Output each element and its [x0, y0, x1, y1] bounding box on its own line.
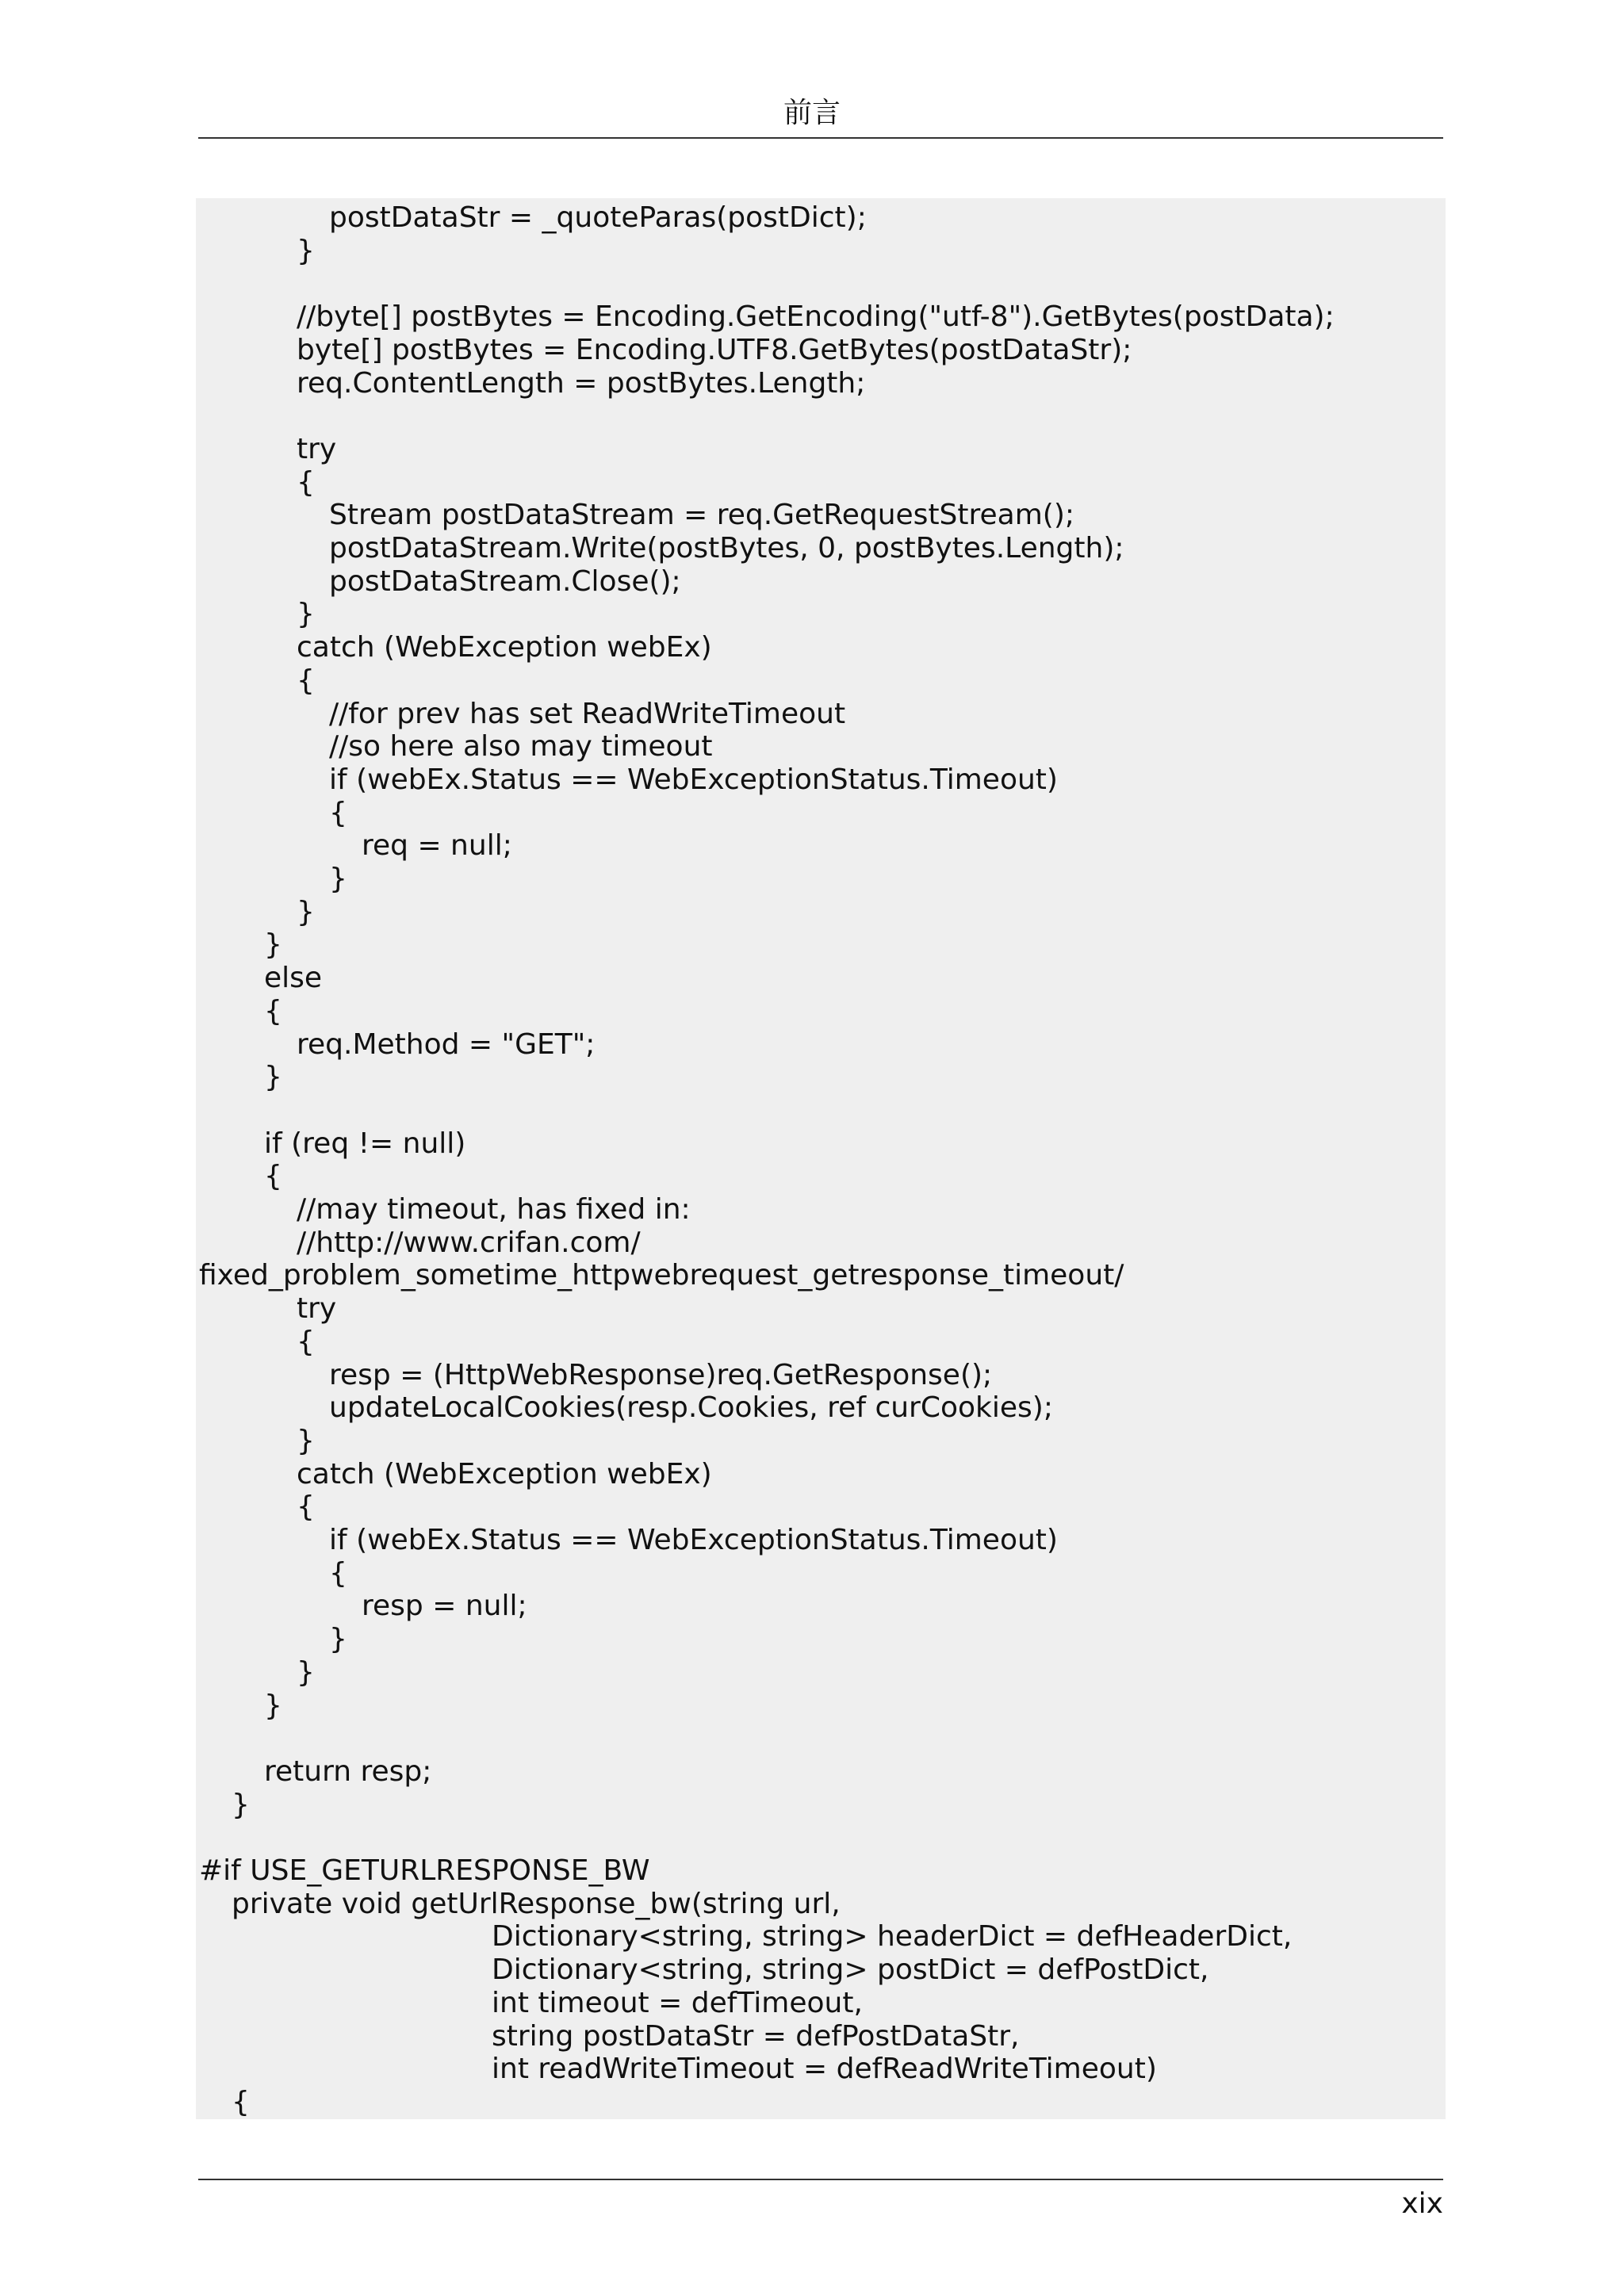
code-line: } [297, 1655, 315, 1689]
code-line: updateLocalCookies(resp.Cookies, ref curCookies); [329, 1391, 1053, 1425]
code-line: { [329, 796, 347, 829]
code-line: } [264, 928, 282, 962]
code-line: Dictionary<string, string> headerDict = defHeaderDict, [492, 1920, 1293, 1954]
page-number: xix [1401, 2187, 1443, 2220]
code-line: if (req != null) [264, 1127, 466, 1160]
code-line: req = null; [362, 829, 512, 863]
code-line: catch (WebException webEx) [297, 631, 712, 664]
header-rule [198, 137, 1443, 139]
code-line: postDataStream.Write(postBytes, 0, postBytes.Length); [329, 532, 1124, 564]
code-block [196, 198, 1446, 2119]
code-line: } [297, 895, 315, 928]
code-line: if (webEx.Status == WebExceptionStatus.Timeout) [329, 1524, 1058, 1556]
code-line: resp = (HttpWebResponse)req.GetResponse(); [329, 1358, 993, 1391]
code-line: { [297, 1325, 315, 1358]
code-line: //http://www.crifan.com/ [297, 1226, 641, 1259]
code-line: int readWriteTimeout = defReadWriteTimeout) [492, 2053, 1157, 2086]
code-line: } [297, 234, 315, 267]
code-line: { [232, 2085, 250, 2118]
code-line: //so here also may timeout [329, 730, 713, 763]
code-line: } [264, 1061, 282, 1094]
code-line: //byte[] postBytes = Encoding.GetEncoding("utf-8").GetBytes(postData); [297, 300, 1335, 334]
code-line: fixed_problem_sometime_httpwebrequest_getresponse_timeout/ [199, 1259, 1124, 1292]
code-line: req.ContentLength = postBytes.Length; [297, 366, 866, 400]
code-line: catch (WebException webEx) [297, 1457, 712, 1490]
code-line: int timeout = defTimeout, [492, 1986, 863, 2019]
code-line: try [297, 432, 337, 465]
code-line: return resp; [264, 1755, 432, 1788]
code-line: postDataStream.Close(); [329, 564, 681, 598]
code-line: resp = null; [362, 1590, 527, 1623]
code-line: //may timeout, has fixed in: [297, 1193, 691, 1226]
code-line: string postDataStr = defPostDataStr, [492, 2019, 1020, 2053]
footer-rule [198, 2179, 1443, 2180]
code-line: #if USE_GETURLRESPONSE_BW [199, 1854, 650, 1887]
code-line: } [329, 1623, 347, 1656]
code-line: //for prev has set ReadWriteTimeout [329, 697, 846, 730]
code-line: req.Method = "GET"; [297, 1027, 596, 1061]
code-line: { [297, 664, 315, 697]
code-line: { [297, 1490, 315, 1524]
code-line: if (webEx.Status == WebExceptionStatus.Timeout) [329, 763, 1058, 796]
code-line: { [329, 1556, 347, 1590]
code-line: { [297, 465, 315, 499]
page-header-title: 前言 [783, 97, 841, 129]
code-line: } [264, 1689, 282, 1722]
code-line: private void getUrlResponse_bw(string url, [232, 1887, 841, 1920]
code-line: } [297, 598, 315, 631]
code-line: try [297, 1292, 337, 1326]
code-line: { [264, 994, 282, 1027]
code-line: postDataStr = _quoteParas(postDict); [329, 201, 867, 234]
code-line: Stream postDataStream = req.GetRequestStream(); [329, 499, 1075, 532]
code-line: } [297, 1424, 315, 1457]
code-line: else [264, 962, 323, 995]
code-line: } [329, 863, 347, 895]
code-line: } [232, 1788, 250, 1821]
code-line: { [264, 1160, 282, 1193]
code-line: byte[] postBytes = Encoding.UTF8.GetBytes(postDataStr); [297, 333, 1132, 366]
code-line: Dictionary<string, string> postDict = defPostDict, [492, 1954, 1209, 1987]
